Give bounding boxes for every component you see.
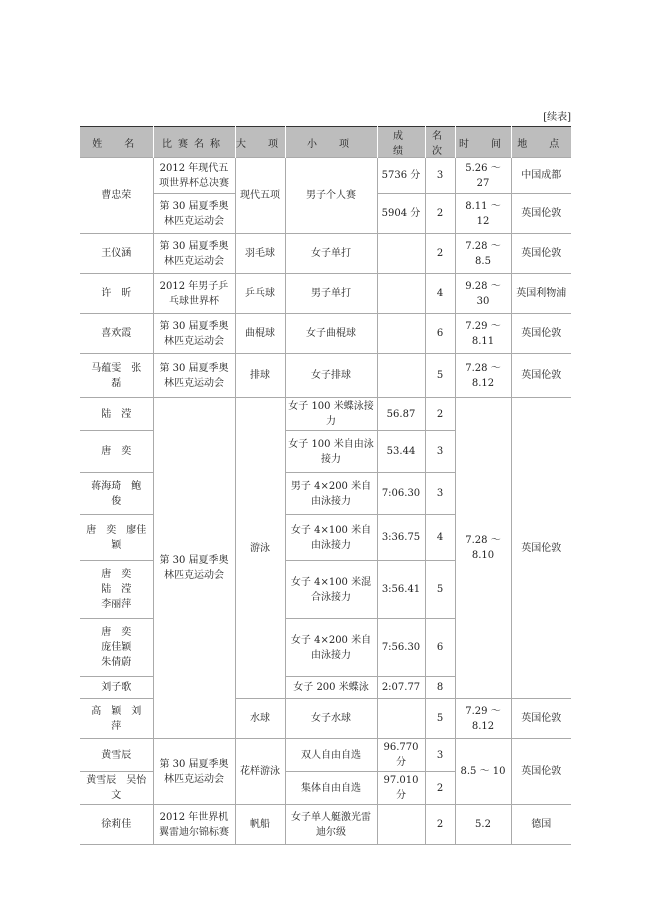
score [377,354,425,398]
athlete-name: 唐 奕 陆 滢 李丽萍 [80,561,153,619]
date: 7.28 ～ 8.10 [455,398,511,699]
rank: 2 [425,805,455,845]
athlete-name: 马蕴雯 张 磊 [80,354,153,398]
score [377,274,425,314]
location: 英国利物浦 [511,274,571,314]
athlete-name: 唐 奕 庞佳颖 朱倩蔚 [80,619,153,677]
competition: 第 30 届夏季奥林匹克运动会 [153,739,235,805]
sport: 排球 [235,354,285,398]
score [377,234,425,274]
score: 3:56.41 [377,561,425,619]
athlete-name: 喜欢霞 [80,314,153,354]
score: 7:56.30 [377,619,425,677]
rank: 8 [425,677,455,699]
athlete-name: 曹忠荣 [80,158,153,234]
sport: 现代五项 [235,158,285,234]
event: 女子单打 [285,234,377,274]
date: 7.28 ～ 8.12 [455,354,511,398]
header-name: 姓 名 [80,127,153,158]
sport: 帆船 [235,805,285,845]
competition: 第 30 届夏季奥林匹克运动会 [153,194,235,234]
competition: 第 30 届夏季奥林匹克运动会 [153,234,235,274]
competition: 第 30 届夏季奥林匹克运动会 [153,354,235,398]
table-row [80,354,571,398]
location: 德国 [511,805,571,845]
rank: 2 [425,398,455,431]
results-table [80,126,571,845]
event: 女子排球 [285,354,377,398]
sport: 曲棍球 [235,314,285,354]
athlete-name: 王仪涵 [80,234,153,274]
sport: 水球 [235,699,285,739]
location: 英国伦敦 [511,194,571,234]
event: 女子水球 [285,699,377,739]
score [377,805,425,845]
score: 3:36.75 [377,515,425,561]
rank: 3 [425,473,455,515]
table-row [80,158,571,194]
athlete-name: 刘子歌 [80,677,153,699]
rank: 3 [425,158,455,194]
event: 男子单打 [285,274,377,314]
rank: 4 [425,274,455,314]
score: 53.44 [377,431,425,473]
header-row [80,127,571,158]
score [377,314,425,354]
athlete-name: 陆 滢 [80,398,153,431]
score [377,699,425,739]
date: 8.5 ～ 10 [455,739,511,805]
date: 5.26 ～ 27 [455,158,511,194]
location: 英国伦敦 [511,234,571,274]
table-row [80,234,571,274]
score: 5736 分 [377,158,425,194]
competition: 2012 年男子乒乓球世界杯 [153,274,235,314]
score: 96.770 分 [377,739,425,772]
location: 英国伦敦 [511,354,571,398]
score: 56.87 [377,398,425,431]
location: 英国伦敦 [511,398,571,699]
event: 女子 100 米蝶泳接力 [285,398,377,431]
date: 9.28 ～ 30 [455,274,511,314]
competition: 2012 年现代五项世界杯总决赛 [153,158,235,194]
sport: 花样游泳 [235,739,285,805]
athlete-name: 蒋海琦 鲍 俊 [80,473,153,515]
header-place: 地 点 [511,127,571,158]
rank: 3 [425,431,455,473]
date: 7.29 ～ 8.11 [455,314,511,354]
sport: 乒乓球 [235,274,285,314]
sport: 游泳 [235,398,285,699]
sport: 羽毛球 [235,234,285,274]
location: 英国伦敦 [511,739,571,805]
date: 5.2 [455,805,511,845]
header-time: 时 间 [455,127,511,158]
location: 英国伦敦 [511,314,571,354]
rank: 6 [425,619,455,677]
event: 女子 4×100 米混合泳接力 [285,561,377,619]
event: 集体自由自选 [285,772,377,805]
header-competition: 比赛名称 [153,127,235,158]
competition: 第 30 届夏季奥林匹克运动会 [153,398,235,739]
event: 男子 4×200 米自由泳接力 [285,473,377,515]
event: 女子 4×200 米自由泳接力 [285,619,377,677]
athlete-name: 唐 奕 [80,431,153,473]
table-row [80,314,571,354]
competition: 2012 年世界机翼雷迪尔锦标赛 [153,805,235,845]
rank: 4 [425,515,455,561]
rank: 5 [425,561,455,619]
table-row [80,805,571,845]
score: 7:06.30 [377,473,425,515]
header-sport: 大 项 [235,127,285,158]
event: 女子曲棍球 [285,314,377,354]
athlete-name: 黄雪辰 吴怡文 [80,772,153,805]
table-row [80,274,571,314]
rank: 2 [425,194,455,234]
location: 英国伦敦 [511,699,571,739]
athlete-name: 高 颖 刘 萍 [80,699,153,739]
location: 中国成都 [511,158,571,194]
score: 5904 分 [377,194,425,234]
header-score: 成 绩 [377,127,425,158]
competition: 第 30 届夏季奥林匹克运动会 [153,314,235,354]
athlete-name: 徐莉佳 [80,805,153,845]
rank: 2 [425,234,455,274]
event: 女子 100 米自由泳接力 [285,431,377,473]
rank: 2 [425,772,455,805]
event: 女子 4×100 米自由泳接力 [285,515,377,561]
athlete-name: 黄雪辰 [80,739,153,772]
athlete-name: 许 昕 [80,274,153,314]
rank: 6 [425,314,455,354]
table-row [80,398,571,431]
score: 97.010 分 [377,772,425,805]
header-rank: 名次 [425,127,455,158]
athlete-name: 唐 奕 廖佳颖 [80,515,153,561]
date: 7.28 ～ 8.5 [455,234,511,274]
event: 女子单人艇激光雷迪尔级 [285,805,377,845]
table-row [80,739,571,772]
rank: 5 [425,699,455,739]
score: 2:07.77 [377,677,425,699]
rank: 3 [425,739,455,772]
date: 7.29 ～ 8.12 [455,699,511,739]
rank: 5 [425,354,455,398]
header-event: 小 项 [285,127,377,158]
event: 男子个人赛 [285,158,377,234]
date: 8.11 ～ 12 [455,194,511,234]
event: 双人自由自选 [285,739,377,772]
continued-label: [续表] [543,112,571,123]
event: 女子 200 米蝶泳 [285,677,377,699]
